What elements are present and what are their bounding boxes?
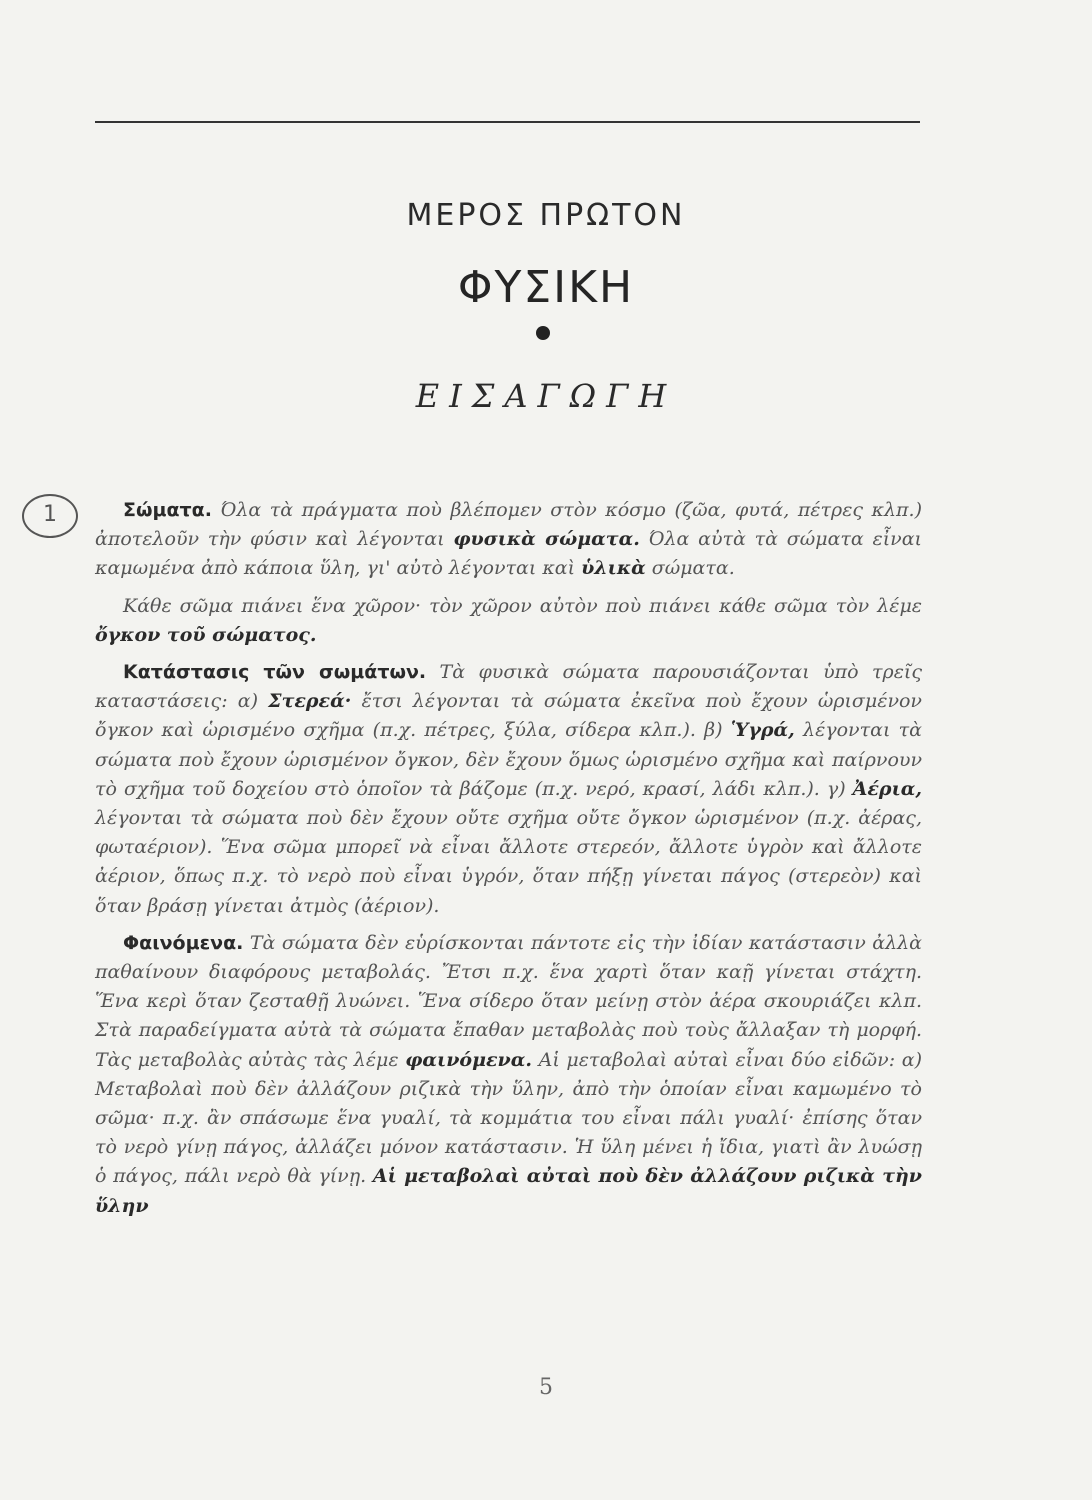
key-term: Ἀέρια, [852, 777, 922, 800]
handwritten-margin-note: 1 [22, 494, 78, 538]
page-number: 5 [539, 1375, 553, 1400]
introduction-title: ΕΙΣΑΓΩΓΗ [415, 377, 677, 415]
text-run: Όλα αὐτὰ τὰ σώματα εἶναι καμωμένα ἀπὸ κάποια ὕλη, γι' αὐτὸ λέγονται καὶ [95, 528, 923, 580]
key-term: Αἱ μεταβολαὶ αὐταὶ ποὺ δὲν ἀλλάζουν ριζικὰ τὴν ὕλην [95, 1165, 922, 1217]
bullet-dot [536, 326, 550, 340]
key-term: φαινόμενα. [405, 1048, 532, 1071]
text-run: λέγονται τὰ σώματα ποὺ δὲν ἔχουν οὔτε σχῆμα οὔτε ὄγκον ὡρισμένον (π.χ. ἀέρας, φωταέριον). Ἕνα σῶμα μπορεῖ νὰ εἶναι ἄλλοτε στερεόν, ἄλλοτε ὑγρὸν καὶ ἄλλοτε ἀέριον, ὅπως π.χ. τὸ νερὸ ποὺ εἶναι ὑγρόν, ὅταν πήξῃ γίνεται πάγος (στερεὸν) καὶ ὅταν βράσῃ γίνεται ἀτμὸς (ἀέριον). [95, 807, 922, 917]
lead-heading: Κατάστασις τῶν σωμάτων. [123, 661, 427, 684]
paragraph-states [95, 658, 922, 921]
text-run: Αἱ μεταβολαὶ αὐταὶ εἶναι δύο εἰδῶν: α) Μεταβολαὶ ποὺ δὲν ἀλλάζουν ριζικὰ τὴν ὕλην, ἀπὸ τὴν ὁποίαν εἶναι καμωμένο τὸ σῶμα· π.χ. ἂν σπάσωμε ἕνα γυαλί, τὰ κομμάτια του εἶναι πάλι γυαλί· ἐπίσης ὅταν τὸ νερὸ γίνῃ πάγος, ἀλλάζει μόνον κατάστασιν. Ἡ ὕλη μένει ἡ ἴδια, γιατὶ ἂν λυώσῃ ὁ πάγος, πάλι νερὸ θὰ γίνῃ. [95, 1048, 922, 1188]
key-term: ὑλικὰ [581, 557, 646, 580]
paragraph-bodies [95, 496, 922, 584]
text-run: Τὰ φυσικὰ σώματα παρουσιάζονται ὑπὸ τρεῖς καταστάσεις: α) [95, 661, 922, 713]
lead-heading: Φαινόμενα. [123, 931, 244, 954]
key-term: φυσικὰ σώματα. [453, 528, 640, 551]
text-run: Όλα τὰ πράγματα ποὺ βλέπομεν στὸν κόσμο (ζῶα, φυτά, πέτρες κλπ.) ἀποτελοῦν τὴν φύσιν καὶ λέγονται [95, 499, 922, 551]
body-text [95, 496, 922, 1229]
text-run: λέγονται τὰ σώματα ποὺ ἔχουν ὡρισμένον ὄγκον, δὲν ἔχουν ὅμως ὡρισμένο σχῆμα καὶ παίρνουν τὸ σχῆμα τοῦ δοχείου στὸ ὁποῖον τὰ βάζομε (π.χ. νερό, κρασί, λάδι κλπ.). γ) [95, 719, 922, 800]
top-rule [95, 121, 920, 123]
key-term: Στερεά· [268, 690, 352, 713]
lead-heading: Σώματα. [123, 499, 212, 521]
key-term: Ὑγρά, [730, 719, 795, 742]
text-run: Κάθε σῶμα πιάνει ἕνα χῶρον· τὸν χῶρον αὐτὸν ποὺ πιάνει κάθε σῶμα τὸν λέμε [123, 594, 922, 617]
key-term: ὄγκον τοῦ σώματος. [95, 623, 317, 646]
part-title: ΜΕΡΟΣ ΠΡΩΤΟΝ [406, 198, 686, 233]
paragraph-phenomena [95, 929, 922, 1221]
text-run: ἔτσι λέγονται τὰ σώματα ἐκεῖνα ποὺ ἔχουν ὡρισμένον ὄγκον καὶ ὡρισμένο σχῆμα (π.χ. πέτρες, ξύλα, σίδερα κλπ.). β) [95, 690, 922, 742]
text-run: σώματα. [645, 557, 735, 580]
subject-title: ΦΥΣΙΚΗ [457, 262, 635, 313]
paragraph-volume [95, 592, 922, 650]
text-run: Τὰ σώματα δὲν εὑρίσκονται πάντοτε εἰς τὴν ἰδίαν κατάστασιν ἀλλὰ παθαίνουν διαφόρους μεταβολάς. Ἔτσι π.χ. ἕνα χαρτὶ ὅταν καῇ γίνεται στάχτη. Ἕνα κερὶ ὅταν ζεσταθῇ λυώνει. Ἕνα σίδερο ὅταν μείνῃ στὸν ἀέρα σκουριάζει κλπ. Στὰ παραδείγματα αὐτὰ τὰ σώματα ἔπαθαν μεταβολὰς ποὺ τοὺς ἄλλαξαν τὴ μορφή. Τὰς μεταβολὰς αὐτὰς τὰς λέμε [95, 931, 922, 1071]
